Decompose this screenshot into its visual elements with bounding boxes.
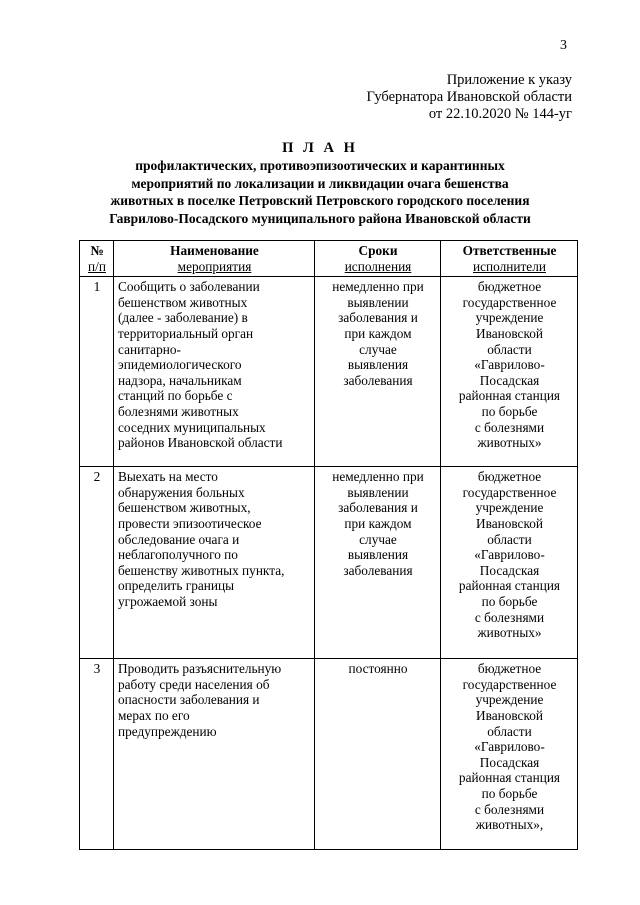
cell-line: Ивановской [475, 515, 544, 531]
cell-line: Посадская [479, 562, 540, 578]
cell-line: немедленно при [332, 279, 424, 295]
cell-line: по борьбе [481, 785, 538, 801]
cell-line: государственное [462, 294, 557, 310]
cell-line: бешенству животных пункта, [118, 562, 285, 578]
cell-line: Проводить разъяснительную [118, 661, 282, 677]
cell-line: бюджетное [477, 279, 542, 295]
cell-line: с болезнями [474, 419, 545, 435]
cell-line: провести эпизоотическое [118, 515, 262, 531]
plan-table [79, 240, 578, 850]
cell-exec [441, 659, 578, 850]
cell-num: 1 [80, 277, 114, 467]
cell-line: с болезнями [474, 801, 545, 817]
cell-num: 2 [80, 467, 114, 659]
cell-line: предупреждению [118, 723, 217, 739]
cell-line: заболевания и [338, 310, 418, 326]
cell-line: мерах по его [118, 707, 190, 723]
cell-line: обнаружения больных [118, 484, 245, 500]
cell-exec [441, 277, 578, 467]
cell-line: животных» [477, 435, 542, 451]
plan-subtitle-line: Гаврилово-Посадского муниципального района Ивановской области [109, 210, 531, 226]
header-exec [441, 241, 578, 277]
cell-term [315, 277, 441, 467]
cell-line: государственное [462, 484, 557, 500]
cell-line: области [487, 531, 532, 547]
plan-title: П Л А Н [282, 140, 358, 156]
cell-line: по борьбе [481, 593, 538, 609]
cell-term [315, 659, 441, 850]
cell-name [114, 659, 315, 850]
header-name [114, 241, 315, 277]
plan-subtitle [0, 157, 640, 227]
cell-line: по борьбе [481, 403, 538, 419]
cell-line: с болезнями [474, 609, 545, 625]
cell-line: Выехать на место [118, 469, 218, 485]
cell-line: Сообщить о заболевании [118, 279, 260, 295]
cell-line: Ивановской [475, 707, 544, 723]
cell-line: эпидемиологического [118, 357, 242, 373]
cell-line: соседних муниципальных [118, 419, 266, 435]
cell-line: случае [359, 531, 397, 547]
cell-line: области [487, 723, 532, 739]
cell-line: Посадская [479, 372, 540, 388]
cell-name [114, 277, 315, 467]
cell-line: заболевания и [338, 500, 418, 516]
appendix-line: от 22.10.2020 № 144-уг [428, 106, 572, 122]
cell-line: (далее - заболевание) в [118, 310, 248, 326]
cell-line: бюджетное [477, 469, 542, 485]
cell-line: выявления [347, 547, 409, 563]
cell-line: определить границы [118, 578, 235, 594]
appendix-block [367, 72, 572, 123]
cell-line: неблагополучного по [118, 547, 238, 563]
cell-line: территориальный орган [118, 325, 254, 341]
cell-line: бешенством животных [118, 294, 248, 310]
appendix-line: Губернатора Ивановской области [366, 89, 572, 105]
cell-line: работу среди населения об [118, 676, 270, 692]
cell-line: Посадская [479, 754, 540, 770]
cell-line: случае [359, 341, 397, 357]
cell-line: при каждом [344, 515, 412, 531]
cell-line: опасности заболевания и [118, 692, 260, 708]
plan-subtitle-line: мероприятий по локализации и ликвидации очага бешенства [131, 175, 509, 191]
header-line: Ответственные [462, 243, 557, 258]
header-line: п/п [88, 258, 106, 274]
table-body [80, 277, 578, 850]
header-line: № [90, 243, 104, 258]
header-line: исполнители [473, 258, 546, 274]
cell-line: заболевания [343, 372, 413, 388]
cell-line: учреждение [475, 500, 544, 516]
cell-line: угрожаемой зоны [118, 593, 218, 609]
header-num [80, 241, 114, 277]
cell-line: районная станция [458, 578, 561, 594]
cell-line: «Гаврилово- [474, 547, 545, 563]
cell-exec [441, 467, 578, 659]
cell-line: животных» [477, 625, 542, 641]
cell-line: районная станция [458, 388, 561, 404]
cell-line: при каждом [344, 325, 412, 341]
table-row [80, 659, 578, 850]
cell-term [315, 467, 441, 659]
plan-subtitle-line: животных в поселке Петровский Петровского городского поселения [110, 193, 530, 208]
cell-line: выявлении [347, 294, 409, 310]
cell-line: обследование очага и [118, 531, 240, 547]
cell-line: районная станция [458, 770, 561, 786]
header-line: Наименование [170, 243, 259, 258]
cell-line: станций по борьбе с [118, 388, 233, 404]
cell-line: санитарно- [118, 341, 181, 357]
header-line: исполнения [344, 258, 412, 274]
cell-line: области [487, 341, 532, 357]
table-header-row [80, 241, 578, 277]
cell-line: животных», [475, 817, 544, 833]
cell-line: болезнями животных [118, 403, 239, 419]
cell-line: бешенством животных, [118, 500, 251, 516]
page-number: 3 [560, 38, 567, 53]
cell-line: немедленно при [332, 469, 424, 485]
cell-line: учреждение [475, 692, 544, 708]
cell-name [114, 467, 315, 659]
cell-line: постоянно [348, 661, 408, 677]
cell-line: районов Ивановской области [118, 435, 283, 451]
cell-line: бюджетное [477, 661, 542, 677]
table-row [80, 277, 578, 467]
cell-line: «Гаврилово- [474, 357, 545, 373]
plan-subtitle-line: профилактических, противоэпизоотических и карантинных [135, 158, 505, 173]
cell-line: Ивановской [475, 325, 544, 341]
header-line: мероприятия [177, 258, 252, 274]
cell-line: заболевания [343, 562, 413, 578]
table-row [80, 467, 578, 659]
header-line: Сроки [358, 243, 398, 258]
cell-line: выявлении [347, 484, 409, 500]
cell-line: государственное [462, 676, 557, 692]
header-term [315, 241, 441, 277]
cell-line: «Гаврилово- [474, 739, 545, 755]
cell-line: выявления [347, 357, 409, 373]
cell-num: 3 [80, 659, 114, 850]
cell-line: надзора, начальникам [118, 372, 242, 388]
appendix-line: Приложение к указу [446, 72, 572, 88]
cell-line: учреждение [475, 310, 544, 326]
